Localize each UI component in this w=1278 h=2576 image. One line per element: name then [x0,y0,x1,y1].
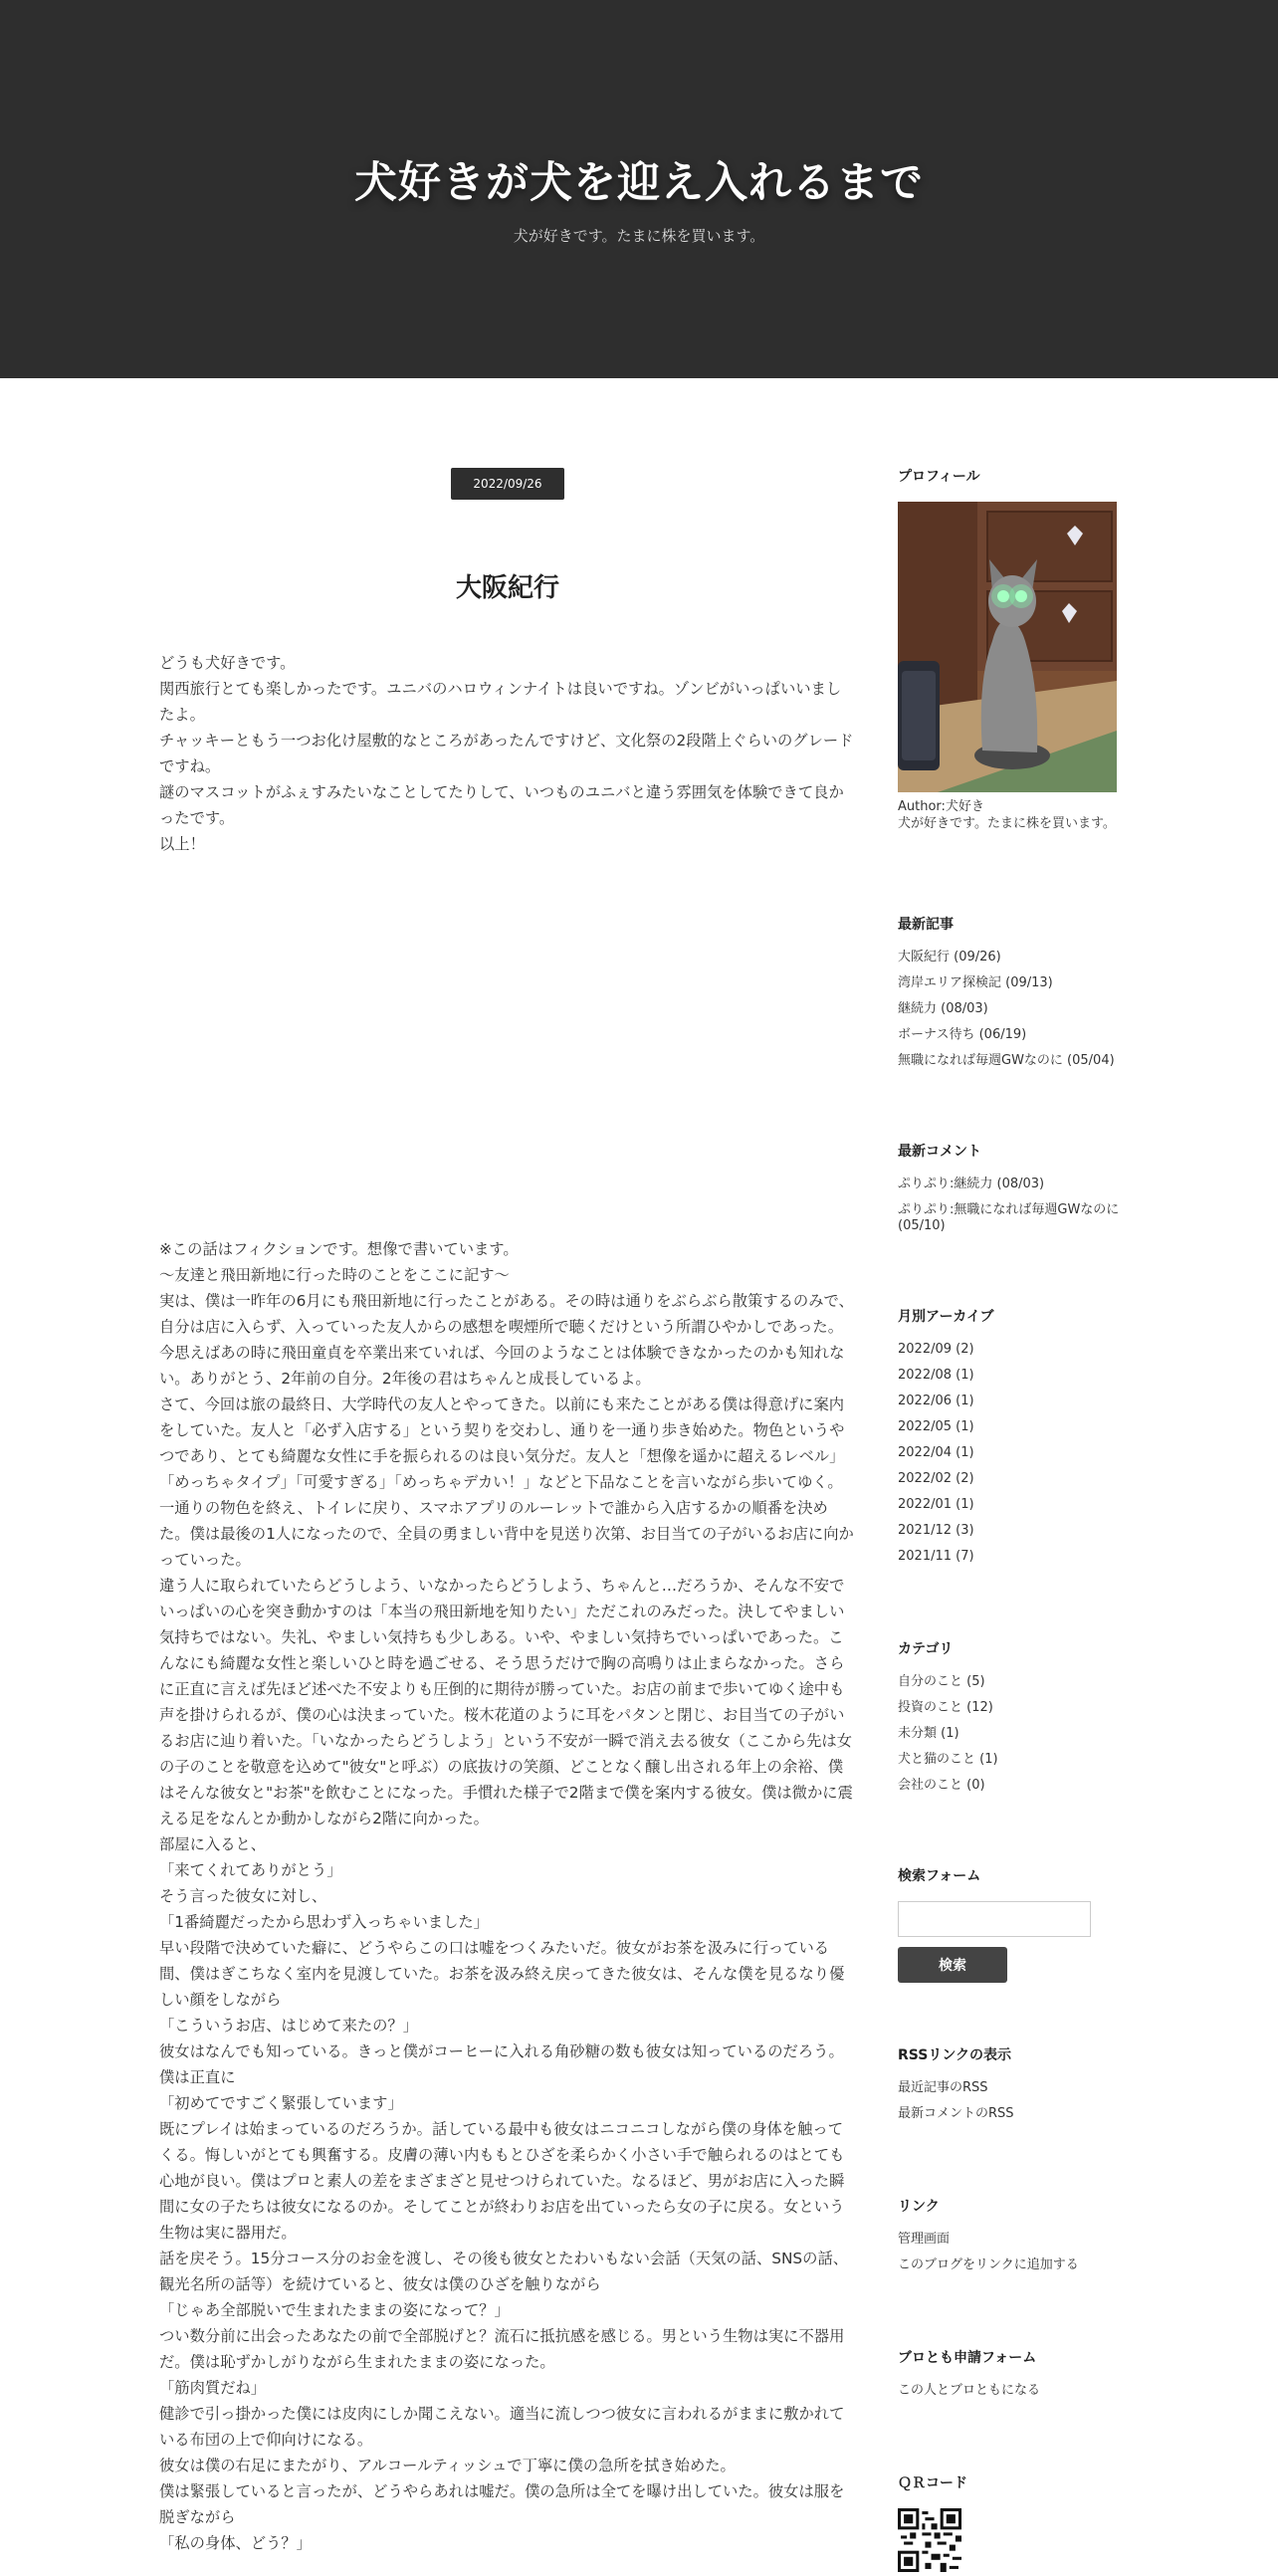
intro-paragraph: どうも犬好きです。 [159,654,296,672]
profile-author: Author:犬好き [898,799,984,814]
archive-link[interactable]: 2021/11 (7) [898,1549,974,1564]
story-paragraph: ※この話はフィクションです。想像で書いています。 [159,1240,519,1258]
qr-code-icon [898,2508,961,2572]
recent-comment-link[interactable]: ぷりぷり:無職になれば毎週GWなのに (05/10) [898,1202,1120,1233]
recent-post-link[interactable]: ボーナス待ち (06/19) [898,1027,1027,1042]
widget-title: 月別アーカイブ [898,1309,994,1325]
archives-widget [898,1306,1127,1575]
category-link[interactable]: 犬と猫のこと (1) [898,1752,998,1767]
site-description: 犬が好きです。たまに株を買います。 [513,227,765,245]
widget-title: 検索フォーム [898,1868,981,1884]
intro-paragraph: 関西旅行とても楽しかったです。ユニバのハロウィンナイトは良いですね。ゾンビがいっぱいいましたよ。 [159,680,842,724]
category-link[interactable]: 投資のこと (12) [898,1700,993,1715]
story-paragraph: 実は、僕は一昨年の6月にも飛田新地に行ったことがある。その時は通りをぶらぶら散策するのみで、自分は店に入らず、入っていった友人からの感想を喫煙所で聴くだけという所謂ひやかしであった。今思えばあの時に飛田童貞を卒業出来ていれば、今回のようなことは体験できなかったのかも知れない。ありがとう、2年前の自分。2年後の君はちゃんと成長しているよ。 [159,1292,854,1388]
friends-widget [898,2347,1127,2409]
search-input[interactable] [898,1901,1091,1937]
profile-cat-image [898,502,1117,792]
rss-widget [898,2044,1127,2132]
story-paragraph: 彼女は僕の右足にまたがり、アルコールティッシュで丁寧に僕の急所を拭き始めた。 [159,2457,736,2474]
archive-link[interactable]: 2022/09 (2) [898,1342,974,1357]
story-paragraph: 「私の身体、どう？」 [159,2534,312,2552]
story-paragraph: 「1番綺麗だったから思わず入っちゃいました」 [159,1913,489,1931]
add-link-link[interactable]: このブログをリンクに追加する [898,2257,1079,2272]
archive-link[interactable]: 2022/08 (1) [898,1368,974,1383]
recent-post-link[interactable]: 継続力 (08/03) [898,1001,988,1016]
story-paragraph: 健診で引っ掛かった僕には皮肉にしか聞こえない。適当に流しつつ彼女に言われるがままに敷かれている布団の上で仰向けになる。 [159,2405,845,2449]
rss-link[interactable]: 最近記事のRSS [898,2080,988,2095]
archive-link[interactable]: 2022/01 (1) [898,1497,974,1512]
links-widget [898,2196,1127,2283]
story-paragraph: つい数分前に出会ったあなたの前で全部脱げと？流石に抵抗感を感じる。男という生物は実に不器用だ。僕は恥ずかしがりながら生まれたままの姿になった。 [159,2327,845,2371]
site-title[interactable]: 犬好きが犬を迎え入れるまで [354,158,924,208]
widget-title: プロフィール [898,469,980,485]
post-title[interactable]: 大阪紀行 [455,573,559,603]
archive-link[interactable]: 2022/02 (2) [898,1471,974,1486]
story-paragraph: 「筋肉質だね」 [159,2379,267,2397]
admin-link[interactable]: 管理画面 [898,2232,951,2247]
story-paragraph: 「じゃあ全部脱いで生まれたままの姿になって？」 [159,2301,510,2319]
recent-post-link[interactable]: 無職になれば毎週GWなのに (05/04) [898,1053,1115,1068]
category-link[interactable]: 未分類 (1) [898,1726,959,1741]
archive-link[interactable]: 2022/06 (1) [898,1394,974,1408]
archive-link[interactable]: 2022/04 (1) [898,1445,974,1460]
story-paragraph: ～友達と飛田新地に行った時のことをここに記す～ [159,1266,510,1284]
story-paragraph: 話を戻そう。15分コース分のお金を渡し、その後も彼女とたわいもない会話（天気の話、SNSの話、観光名所の話等）を続けていると、彼女は僕のひざを触りながら [159,2250,849,2293]
story-paragraph: さて、今回は旅の最終日、大学時代の友人とやってきた。以前にも来たことがある僕は得意げに案内をしていた。友人と「必ず入店する」という契りを交わし、通りを一通り歩き始めた。物色というやつであり、とても綺麗な女性に手を振られるのは良い気分だ。友人と「想像を遥かに超えるレベル」「めっちゃタイプ」「可愛すぎる」「めっちゃデカい！」などと下品なことを言いながら歩いてゆく。一通りの物色を終え、トイレに戻り、スマホアプリのルーレットで誰から入店するかの順番を決めた。僕は最後の1人になったので、全員の勇ましい背中を見送り次第、お目当ての子がいるお店に向かっていった。 [159,1395,854,1569]
widget-title: ＱＲコード [898,2475,967,2491]
search-widget [898,1865,1127,1983]
story-paragraph: 早い段階で決めていた癖に、どうやらこの口は嘘をつくみたいだ。彼女がお茶を汲みに行っている間、僕はぎこちなく室内を見渡していた。お茶を汲み終え戻ってきた彼女は、そんな僕を見るなり優しい顔をしながら [159,1939,845,2009]
intro-paragraph: チャッキーともう一つお化け屋敷的なところがあったんですけど、文化祭の2段階上ぐらいのグレードですね。 [159,732,854,775]
profile-photo[interactable] [898,502,1117,792]
widget-title: ブロとも申請フォーム [898,2350,1037,2366]
post-date-badge: 2022/09/26 [451,468,564,500]
story-paragraph: 僕は緊張していると言ったが、どうやらあれは嘘だ。僕の急所は全てを曝け出していた。彼女は服を脱ぎながら [159,2482,845,2526]
recent-post-link[interactable]: 湾岸エリア探検記 (09/13) [898,975,1053,990]
post-story [159,1236,856,2556]
category-link[interactable]: 自分のこと (5) [898,1674,985,1689]
rss-link[interactable]: 最新コメントのRSS [898,2106,1014,2121]
widget-title: リンク [898,2199,940,2215]
profile-bio: 犬が好きです。たまに株を買います。 [898,816,1116,831]
widget-title: 最新コメント [898,1144,981,1160]
story-paragraph: 違う人に取られていたらどうしよう、いなかったらどうしよう、ちゃんと…だろうか、そんな不安でいっぱいの心を突き動かすのは「本当の飛田新地を知りたい」ただこれのみだった。決してやましい気持ちではない。失礼、やましい気持ちも少しある。いや、やましい気持ちでいっぱいであった。こんなにも綺麗な女性と楽しいひと時を過ごせる、そう思うだけで胸の高鳴りは止まらなかった。さらに正直に言えば先ほど述べた不安よりも圧倒的に期待が勝っていた。お店の前まで歩いてゆく途中も声を掛けられるが、僕の心は決まっていた。桜木花道のように耳をパタンと閉じ、お目当ての子がいるお店に辿り着いた。「いなかったらどうしよう」という不安が一瞬で消え去る彼女（ここから先は女の子のことを敬意を込めて"彼女"と呼ぶ）の底抜けの笑顔、どことなく醸し出される年上の余裕、僕はそんな彼女と"お茶"を飲むことになった。手慣れた様子で2階まで僕を案内する彼女。僕は微かに震える足をなんとか動かしながら2階に向かった。 [159,1577,853,1827]
qr-widget [898,2472,1127,2576]
search-button[interactable]: 検索 [898,1947,1007,1983]
intro-paragraph: 以上！ [159,835,205,853]
post-intro [159,650,856,857]
main-content [159,468,856,2552]
widget-title: カテゴリ [898,1641,954,1657]
story-paragraph: 部屋に入ると、 [159,1835,267,1853]
category-link[interactable]: 会社のこと (0) [898,1778,985,1793]
story-paragraph: 「来てくれてありがとう」 [159,1861,342,1879]
categories-widget [898,1638,1127,1804]
story-paragraph: 「こういうお店、はじめて来たの？」 [159,2017,419,2035]
recent-posts-widget [898,914,1127,1079]
archive-link[interactable]: 2021/12 (3) [898,1523,974,1538]
archive-link[interactable]: 2022/05 (1) [898,1419,974,1434]
recent-post-link[interactable]: 大阪紀行 (09/26) [898,950,1001,965]
widget-title: 最新記事 [898,917,954,933]
recent-comments-widget [898,1141,1127,1244]
story-paragraph: そう言った彼女に対し、 [159,1887,327,1905]
site-header [0,0,1278,378]
profile-widget [898,466,1127,832]
intro-paragraph: 謎のマスコットがふぇすみたいなことしてたりして、いつものユニバと違う雰囲気を体験できて良かったです。 [159,783,844,827]
friend-request-link[interactable]: この人とブロともになる [898,2383,1041,2398]
story-paragraph: 彼女はなんでも知っている。きっと僕がコーヒーに入れる角砂糖の数も彼女は知っているのだろう。僕は正直に [159,2042,844,2086]
story-paragraph: 「初めてですごく緊張しています」 [159,2094,403,2112]
widget-title: RSSリンクの表示 [898,2047,1012,2063]
recent-comment-link[interactable]: ぷりぷり:継続力 (08/03) [898,1177,1045,1191]
story-paragraph: 既にプレイは始まっているのだろうか。話している最中も彼女はニコニコしながら僕の身体を触ってくる。悔しいがとても興奮する。皮膚の薄い内ももとひざを柔らかく小さい手で触られるのはとても心地が良い。僕はプロと素人の差をまざまざと見せつけられていた。なるほど、男がお店に入った瞬間に女の子たちは彼女になるのか。そしてことが終わりお店を出ていったら女の子に戻る。女という生物は実に器用だ。 [159,2120,845,2242]
